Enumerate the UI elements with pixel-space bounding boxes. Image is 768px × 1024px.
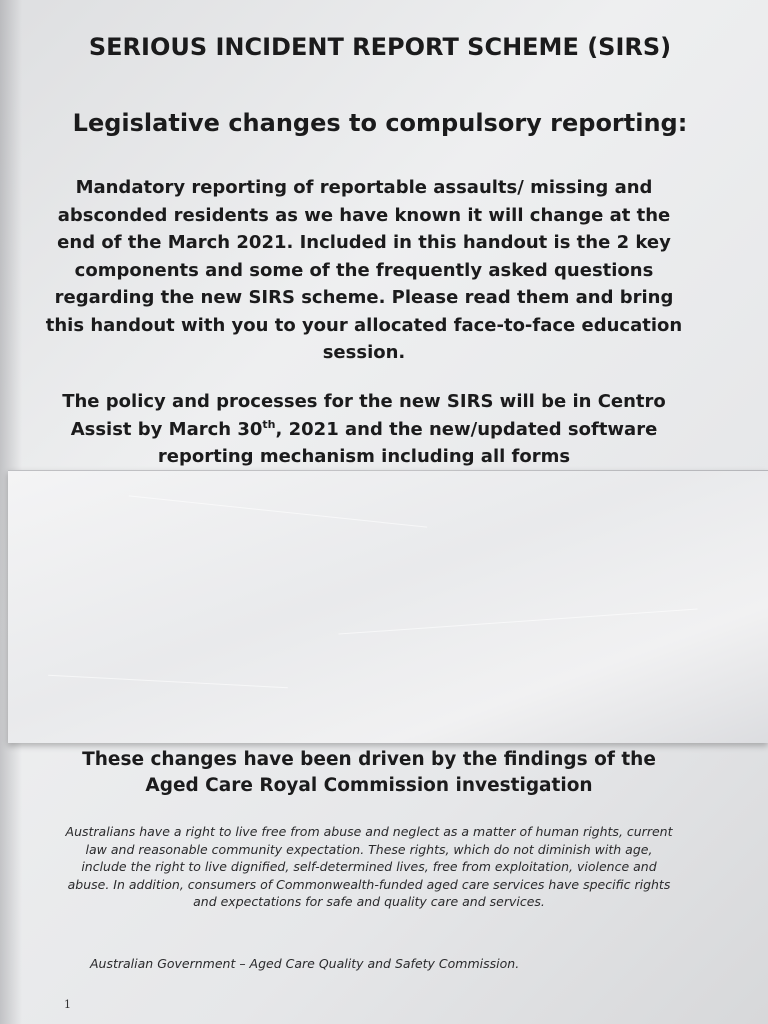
intro-paragraph: Mandatory reporting of reportable assaults/ missing and absconded residents as we have known it will change at the end of the March 2021. Included in this handout is the 2 key components and some of the frequently asked questions regarding the new SIRS scheme. Please read them and bring this handout with you to your allocated face-to-face education session. [45, 177, 683, 363]
commission-quote: Australians have a right to live free from abuse and neglect as a matter of human rights, current law and reasonable community expectation. These rights, which do not diminish with age, include the right to live dignified, self-determined lives, free from exploitation, violence and abuse. In addition, consumers of Commonwealth-funded aged care services have specific rights and expectations for safe and quality care and services. [65, 824, 673, 909]
policy-text-before: The policy and processes for the new SIRS will be in Centro Assist by March 30 [62, 391, 666, 440]
policy-text-after: , 2021 and the new/updated software reporting mechanism including all forms [157, 418, 658, 467]
quote-source: Australian Government – Aged Care Quality and Safety Commission. [90, 956, 520, 971]
policy-ordinal-suffix: th [262, 417, 276, 431]
document-subtitle: Legislative changes to compulsory reporting: [72, 109, 688, 137]
paper-crease [129, 495, 427, 527]
folded-paper-flap [8, 470, 768, 743]
paper-crease [48, 675, 288, 689]
page-number: 1 [64, 998, 71, 1011]
findings-paragraph: These changes have been driven by the findings of the Aged Care Royal Commission investigation [82, 749, 656, 796]
policy-paragraph [44, 388, 684, 471]
paper-crease [338, 608, 697, 634]
document-title: SERIOUS INCIDENT REPORT SCHEME (SIRS) [88, 33, 672, 61]
